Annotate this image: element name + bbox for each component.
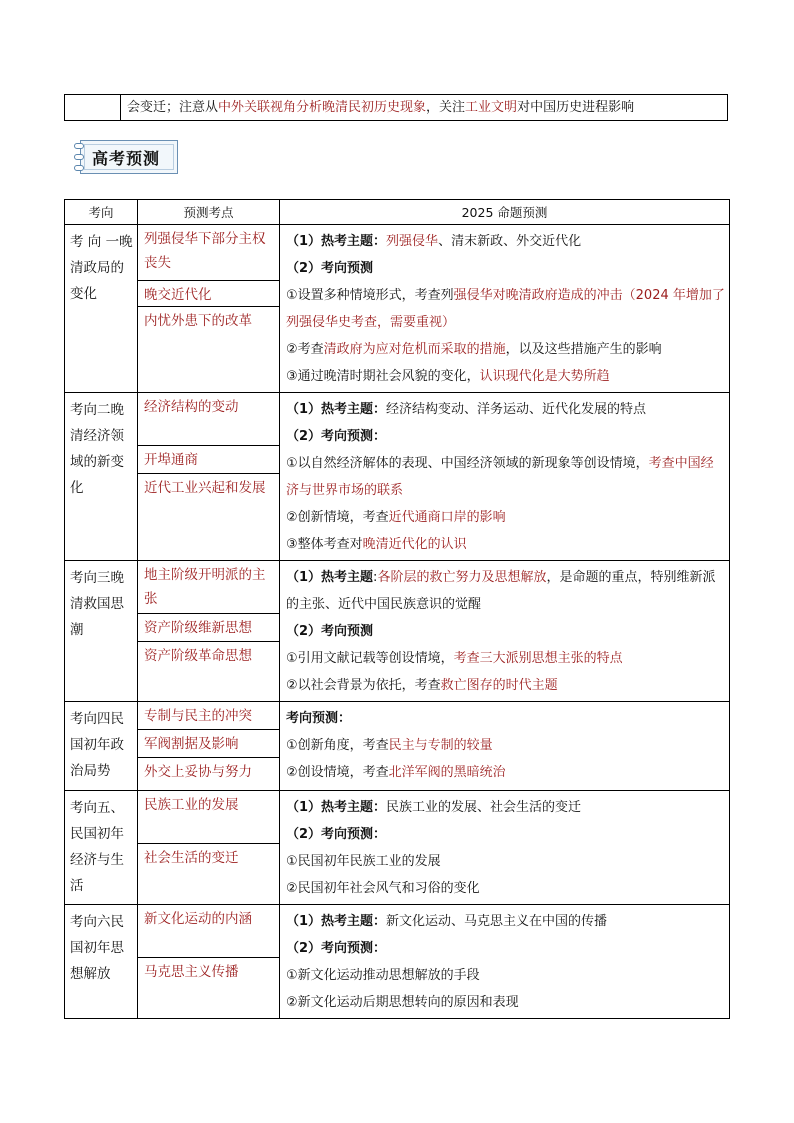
prediction-line — [286, 645, 725, 672]
prediction-text-segment: 强侵华对晚清政府造成的冲击（2024 年增加了列强侵华史考查，需要重视） — [286, 288, 725, 330]
table-row — [65, 791, 730, 905]
direction-cell: 考向三晚清救国思潮 — [65, 561, 138, 702]
prediction-text-segment: 民主与专制的较量 — [388, 738, 493, 753]
prediction-line — [286, 908, 725, 935]
prediction-line — [286, 423, 725, 450]
prediction-line — [286, 705, 725, 732]
prediction-text-segment: 考查中国经济与世界市场的联系 — [286, 456, 714, 498]
continuation-text-segment: 工业文明 — [465, 100, 518, 115]
prediction-cell — [280, 702, 730, 791]
prediction-cell — [280, 225, 730, 393]
points-cell — [138, 393, 280, 561]
continuation-text-segment: 对中国历史进程影响 — [517, 100, 635, 115]
prediction-text-segment: ①民国初年民族工业的发展 — [286, 854, 441, 869]
points-cell — [138, 561, 280, 702]
exam-point: 军阀割据及影响 — [138, 730, 279, 758]
table-row — [65, 393, 730, 561]
prediction-text-segment: 经济结构变动、洋务运动、近代化发展的特点 — [386, 402, 647, 417]
prediction-text-segment: （2）考向预测： — [286, 941, 387, 956]
prediction-line — [286, 875, 725, 902]
prediction-text-segment: 近代通商口岸的影响 — [388, 510, 506, 525]
prediction-text-segment: ②创新情境，考查 — [286, 510, 389, 525]
prediction-line — [286, 848, 725, 875]
prediction-text-segment: ②民国初年社会风气和习俗的变化 — [286, 881, 480, 896]
exam-point: 地主阶级开明派的主张 — [138, 561, 279, 614]
prediction-text-segment: 民族工业的发展、社会生活的变迁 — [386, 800, 582, 815]
exam-point: 开埠通商 — [138, 446, 279, 474]
table-row — [65, 225, 730, 393]
continuation-text-segment: 中外关联视角分析晚清民初历史现象 — [218, 100, 427, 115]
points-cell — [138, 905, 280, 1019]
prediction-text-segment: （1）热考主题： — [286, 402, 387, 417]
prediction-cell — [280, 791, 730, 905]
prediction-text-segment: （1）热考主题： — [286, 914, 387, 929]
prediction-text-segment: ②考查 — [286, 342, 324, 357]
prediction-text-segment: （1）热考主题： — [286, 800, 387, 815]
prediction-text-segment: （2）考向预测： — [286, 827, 387, 842]
prediction-text-segment: ③通过晚清时期社会风貌的变化， — [286, 369, 480, 384]
prediction-line — [286, 794, 725, 821]
prediction-text-segment: 晚清近代化的认识 — [362, 537, 467, 552]
prediction-line — [286, 989, 725, 1016]
prediction-line — [286, 336, 725, 363]
prediction-text-segment: 清政府为应对危机而采取的措施 — [323, 342, 506, 357]
prediction-cell — [280, 561, 730, 702]
continuation-row-text — [121, 95, 727, 120]
table-body — [65, 225, 730, 1019]
prediction-line — [286, 396, 725, 423]
prediction-text-segment: 、清末新政、外交近代化 — [438, 234, 582, 249]
header-prediction: 2025 命题预测 — [280, 200, 730, 225]
continuation-row-empty-cell — [65, 95, 121, 120]
prediction-line — [286, 228, 725, 255]
prediction-text-segment: 北洋军阀的黑暗统治 — [388, 765, 506, 780]
prediction-text-segment: ①新文化运动推动思想解放的手段 — [286, 968, 480, 983]
prediction-text-segment: ②以社会背景为依托，考查 — [286, 678, 441, 693]
prediction-line — [286, 255, 725, 282]
binder-rings-icon — [74, 136, 84, 178]
prediction-line — [286, 504, 725, 531]
points-cell — [138, 225, 280, 393]
prediction-line — [286, 363, 725, 390]
prediction-text-segment: ①设置多种情境形式，考查列 — [286, 288, 454, 303]
prediction-line — [286, 531, 725, 558]
points-cell — [138, 702, 280, 791]
prediction-text-segment: （1）热考主题 — [286, 570, 374, 585]
prediction-text-segment: （2）考向预测 — [286, 261, 374, 276]
prediction-text-segment: : — [373, 570, 378, 585]
direction-cell: 考向六民国初年思想解放 — [65, 905, 138, 1019]
prediction-text-segment: 考向预测： — [286, 711, 352, 726]
prediction-text-segment: 各阶层的救亡努力及思想解放 — [377, 570, 547, 585]
exam-point: 内忧外患下的改革 — [144, 313, 252, 329]
prediction-line — [286, 962, 725, 989]
exam-point: 列强侵华下部分主权丧失 — [138, 225, 279, 281]
prediction-text-segment: ②新文化运动后期思想转向的原因和表现 — [286, 995, 519, 1010]
table-row — [65, 702, 730, 791]
exam-point: 经济结构的变动 — [138, 393, 279, 446]
exam-point: 民族工业的发展 — [138, 791, 279, 844]
prediction-text-segment: 新文化运动、马克思主义在中国的传播 — [386, 914, 608, 929]
direction-cell: 考 向 一晚清政局的变化 — [65, 225, 138, 393]
direction-cell: 考向四民国初年政治局势 — [65, 702, 138, 791]
continuation-text-segment: ，关注 — [426, 100, 466, 115]
prediction-text-segment: （2）考向预测 — [286, 624, 374, 639]
section-heading-badge — [74, 136, 180, 178]
table-row — [65, 561, 730, 702]
exam-point: 新文化运动的内涵 — [138, 905, 279, 958]
prediction-text-segment: （1）热考主题： — [286, 234, 387, 249]
exam-point: 晚交近代化 — [138, 281, 279, 307]
prediction-line — [286, 618, 725, 645]
table-header-row — [65, 200, 730, 225]
exam-point: 专制与民主的冲突 — [138, 702, 279, 730]
prediction-line — [286, 821, 725, 848]
prediction-text-segment: ②创设情境，考查 — [286, 765, 389, 780]
header-points: 预测考点 — [138, 200, 280, 225]
exam-point: 社会生活的变迁 — [144, 850, 239, 866]
prediction-line — [286, 935, 725, 962]
continuation-row — [64, 94, 728, 121]
prediction-line — [286, 282, 725, 336]
exam-point: 资产阶级革命思想 — [144, 648, 252, 664]
prediction-line — [286, 672, 725, 699]
prediction-table — [64, 199, 730, 1019]
prediction-line — [286, 759, 725, 786]
section-heading-title: 高考预测 — [92, 149, 161, 168]
exam-point: 马克思主义传播 — [144, 964, 239, 980]
prediction-text-segment: ①引用文献记载等创设情境， — [286, 651, 454, 666]
table-row — [65, 905, 730, 1019]
prediction-text-segment: ①创新角度，考查 — [286, 738, 389, 753]
prediction-text-segment: ①以自然经济解体的表现、中国经济领域的新现象等创设情境， — [286, 456, 649, 471]
exam-point: 近代工业兴起和发展 — [144, 480, 266, 496]
direction-cell: 考向五、民国初年经济与生活 — [65, 791, 138, 905]
prediction-line — [286, 450, 725, 504]
prediction-text-segment: 列强侵华 — [386, 234, 439, 249]
prediction-line — [286, 564, 725, 618]
header-direction: 考向 — [65, 200, 138, 225]
prediction-line — [286, 732, 725, 759]
prediction-text-segment: 考查三大派别思想主张的特点 — [453, 651, 623, 666]
prediction-text-segment: ，以及这些措施产生的影响 — [505, 342, 662, 357]
continuation-text-segment: 会变迁；注意从 — [127, 100, 219, 115]
prediction-text-segment: 认识现代化是大势所趋 — [479, 369, 610, 384]
prediction-cell — [280, 393, 730, 561]
exam-point: 资产阶级维新思想 — [138, 614, 279, 642]
prediction-text-segment: ，是命题的重点，特别维新派的主张、近代中国民族意识的觉醒 — [286, 570, 716, 612]
prediction-cell — [280, 905, 730, 1019]
direction-cell: 考向二晚清经济领域的新变化 — [65, 393, 138, 561]
points-cell — [138, 791, 280, 905]
exam-point: 外交上妥协与努力 — [144, 764, 252, 780]
prediction-text-segment: （2）考向预测： — [286, 429, 387, 444]
prediction-text-segment: 救亡图存的时代主题 — [440, 678, 558, 693]
prediction-text-segment: ③整体考查对 — [286, 537, 363, 552]
